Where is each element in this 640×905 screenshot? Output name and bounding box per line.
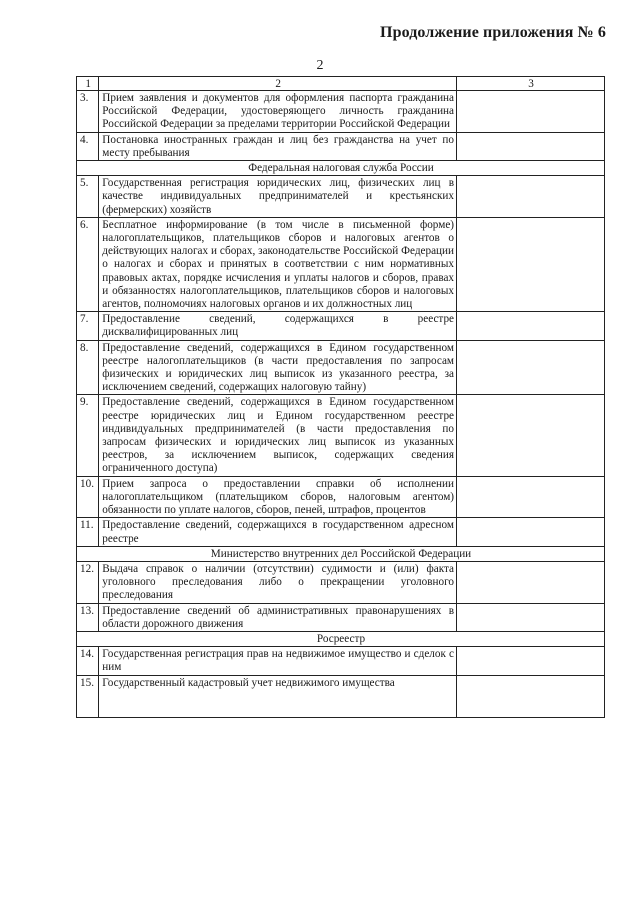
row-number: 9. [77,395,99,476]
column-header-1: 1 [77,77,99,91]
row-number: 12. [77,561,99,603]
empty-cell [457,647,605,675]
row-number: 3. [77,91,99,133]
table-row [77,176,605,218]
row-number: 6. [77,217,99,311]
page-number: 2 [316,58,324,73]
row-number: 7. [77,312,99,340]
column-header-3: 3 [457,77,605,91]
appendix-title: Продолжение приложения № 6 [380,24,606,41]
table-row [77,91,605,133]
services-table [76,76,605,718]
service-name: Предоставление сведений, содержащихся в государственном адресном реестре [99,518,457,546]
table-row [77,518,605,546]
row-number: 15. [77,675,99,717]
empty-cell [457,561,605,603]
service-name: Предоставление сведений, содержащихся в Едином государственном реестре налогоплательщиков (в части предоставления по запросам физических и юридических лиц выписок из указанного реестра, за исключением сведений, содержащих налоговую тайну) [99,340,457,395]
empty-cell [457,91,605,133]
table-row [77,395,605,476]
empty-cell [457,340,605,395]
empty-cell [457,312,605,340]
table-row [77,476,605,518]
table-row [77,340,605,395]
service-name: Государственная регистрация прав на недвижимое имущество и сделок с ним [99,647,457,675]
row-number: 5. [77,176,99,218]
service-name: Постановка иностранных граждан и лиц без гражданства на учет по месту пребывания [99,132,457,160]
service-name: Выдача справок о наличии (отсутствии) судимости и (или) факта уголовного преследования либо о прекращении уголовного преследования [99,561,457,603]
section-heading: Министерство внутренних дел Российской Федерации [77,546,605,561]
table-row [77,647,605,675]
empty-cell [457,603,605,631]
table-row [77,675,605,717]
empty-cell [457,518,605,546]
row-number: 14. [77,647,99,675]
empty-cell [457,675,605,717]
empty-cell [457,132,605,160]
row-number: 11. [77,518,99,546]
service-name: Предоставление сведений об административных правонарушениях в области дорожного движения [99,603,457,631]
service-name: Прием запроса о предоставлении справки об исполнении налогоплательщиком (плательщиком сборов, налоговым агентом) обязанности по уплате налогов, сборов, пеней, штрафов, процентов [99,476,457,518]
table-row [77,561,605,603]
column-header-2: 2 [99,77,457,91]
empty-cell [457,476,605,518]
table-row [77,132,605,160]
section-heading: Федеральная налоговая служба России [77,161,605,176]
service-name: Предоставление сведений, содержащихся в Едином государственном реестре юридических лиц и Едином государственном реестре индивидуальных предпринимателей (в части предоставления по запросам физических и юридических лиц выписок из указанных реестров, за исключением выписок, содержащих сведения ограниченного доступа) [99,395,457,476]
service-name: Предоставление сведений, содержащихся в реестре дисквалифицированных лиц [99,312,457,340]
row-number: 10. [77,476,99,518]
row-number: 8. [77,340,99,395]
section-row [77,161,605,176]
empty-cell [457,176,605,218]
service-name: Прием заявления и документов для оформления паспорта гражданина Российской Федерации, удостоверяющего личность гражданина Российской Федерации за пределами территории Российской Федерации [99,91,457,133]
row-number: 4. [77,132,99,160]
section-row [77,546,605,561]
empty-cell [457,395,605,476]
empty-cell [457,217,605,311]
row-number: 13. [77,603,99,631]
table-row [77,217,605,311]
table-row [77,312,605,340]
section-heading: Росреестр [77,631,605,646]
service-name: Государственная регистрация юридических лиц, физических лиц в качестве индивидуальных предпринимателей и крестьянских (фермерских) хозяйств [99,176,457,218]
service-name: Государственный кадастровый учет недвижимого имущества [99,675,457,717]
table-header-row [77,77,605,91]
section-row [77,631,605,646]
service-name: Бесплатное информирование (в том числе в письменной форме) налогоплательщиков, плательщиков сборов и налоговых агентов о действующих налогах и сборах, законодательстве Российской Федерации о налогах и сборах и принятых в соответствии с ним нормативных правовых актах, порядке исчисления и уплаты налогов и сборов, правах и обязанностях налогоплательщиков, плательщиков сборов и налоговых агентов, полномочиях налоговых органов и их должностных лиц [99,217,457,311]
table-row [77,603,605,631]
